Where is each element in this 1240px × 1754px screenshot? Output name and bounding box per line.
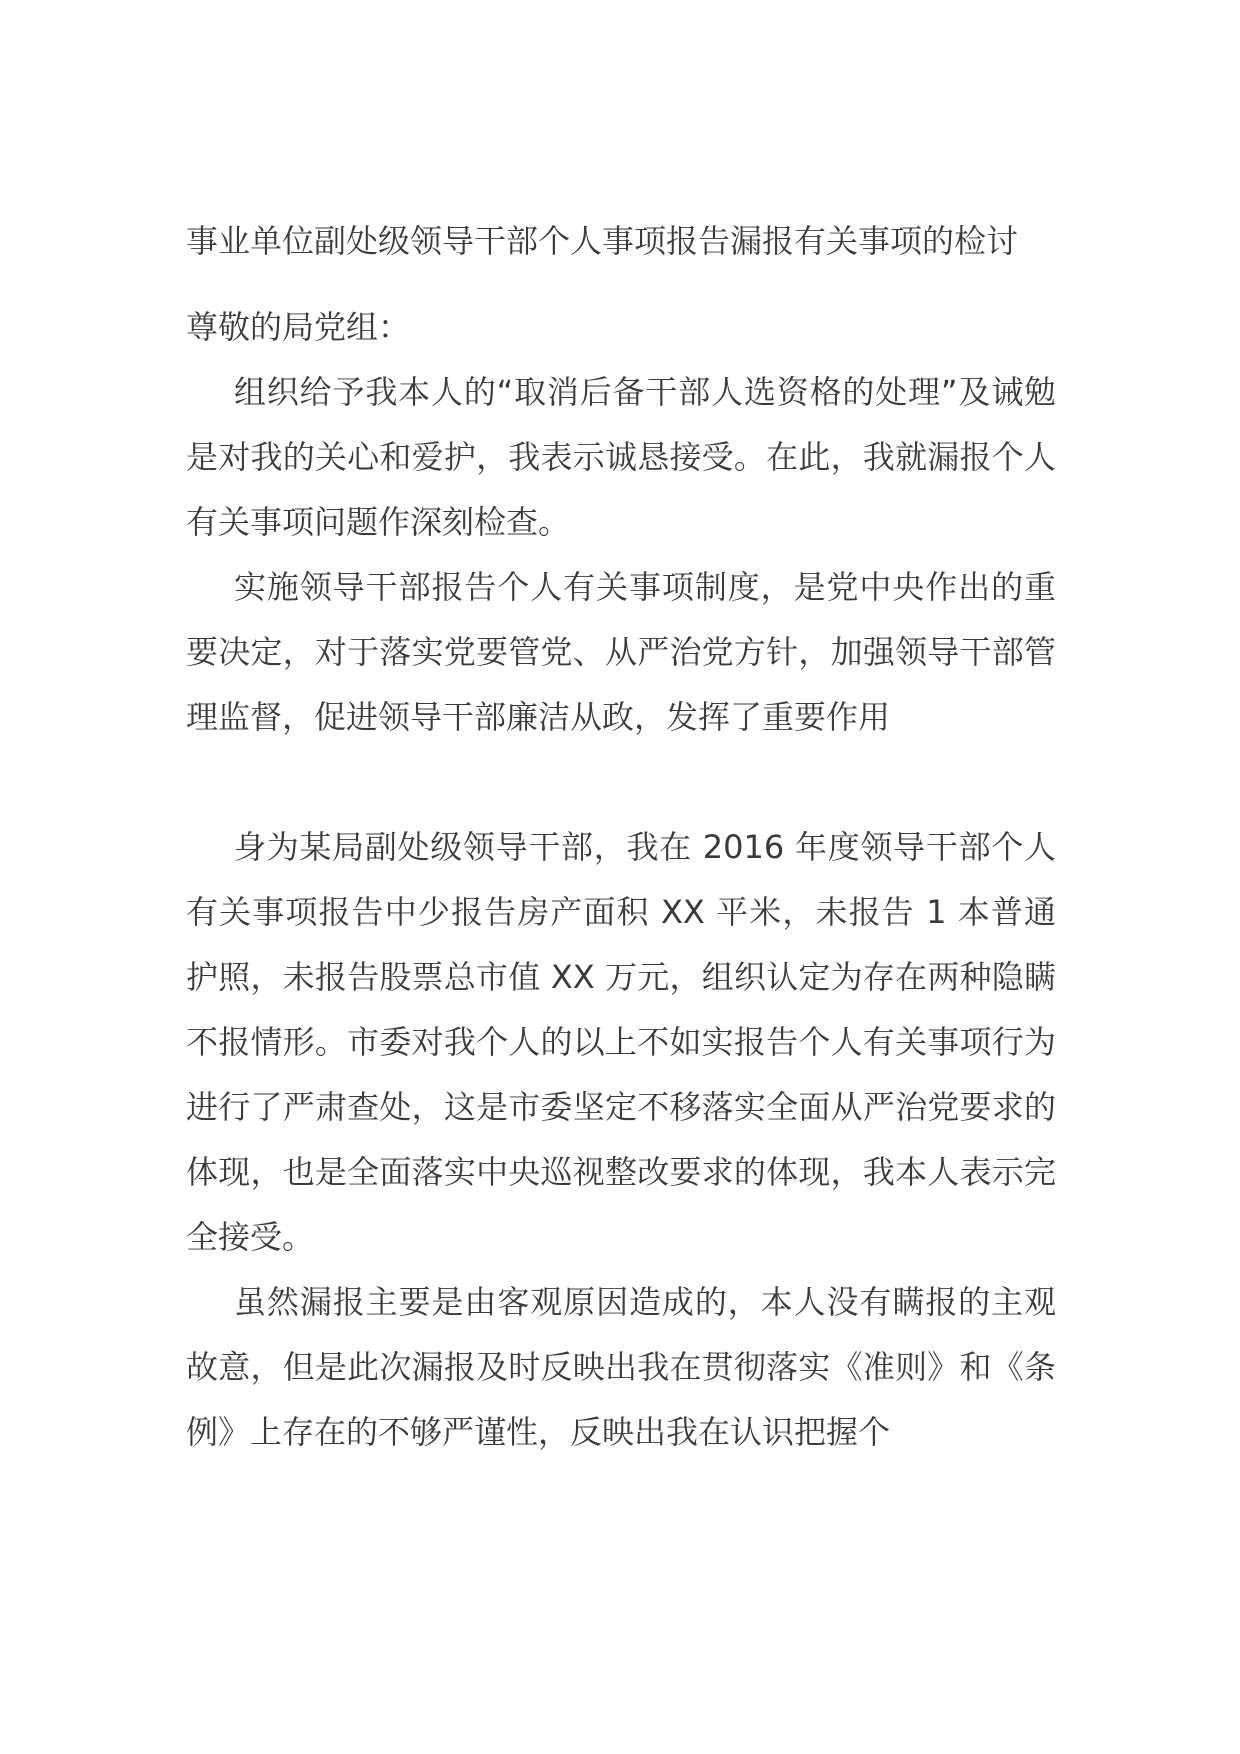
salutation: 尊敬的局党组：	[186, 308, 411, 346]
paragraph-4: 虽然漏报主要是由客观原因造成的，本人没有瞒报的主观故意，但是此次漏报及时反映出我在贯彻落实《准则》和《条例》上存在的不够严谨性，反映出我在认识把握个	[186, 1283, 1056, 1451]
paragraph-3: 身为某局副处级领导干部，我在 2016 年度领导干部个人有关事项报告中少报告房产面积 XX 平米，未报告 1 本普通护照，未报告股票总市值 XX 万元，组织认定为存在两种隐瞒不报情形。市委对我个人的以上不如实报告个人有关事项行为进行了严肃查处，这是市委坚定不移落实全面从严治党要求的体现，也是全面落实中央巡视整改要求的体现，我本人表示完全接受。	[186, 828, 1056, 1256]
document-page	[186, 208, 1056, 1465]
paragraph-1: 组织给予我本人的“取消后备干部人选资格的处理”及诫勉是对我的关心和爱护，我表示诚恳接受。在此，我就漏报个人有关事项问题作深刻检查。	[186, 373, 1056, 541]
document-title: 事业单位副处级领导干部个人事项报告漏报有关事项的检讨	[186, 222, 1019, 260]
paragraph-2: 实施领导干部报告个人有关事项制度，是党中央作出的重要决定，对于落实党要管党、从严治党方针，加强领导干部管理监督，促进领导干部廉洁从政，发挥了重要作用	[186, 568, 1056, 736]
